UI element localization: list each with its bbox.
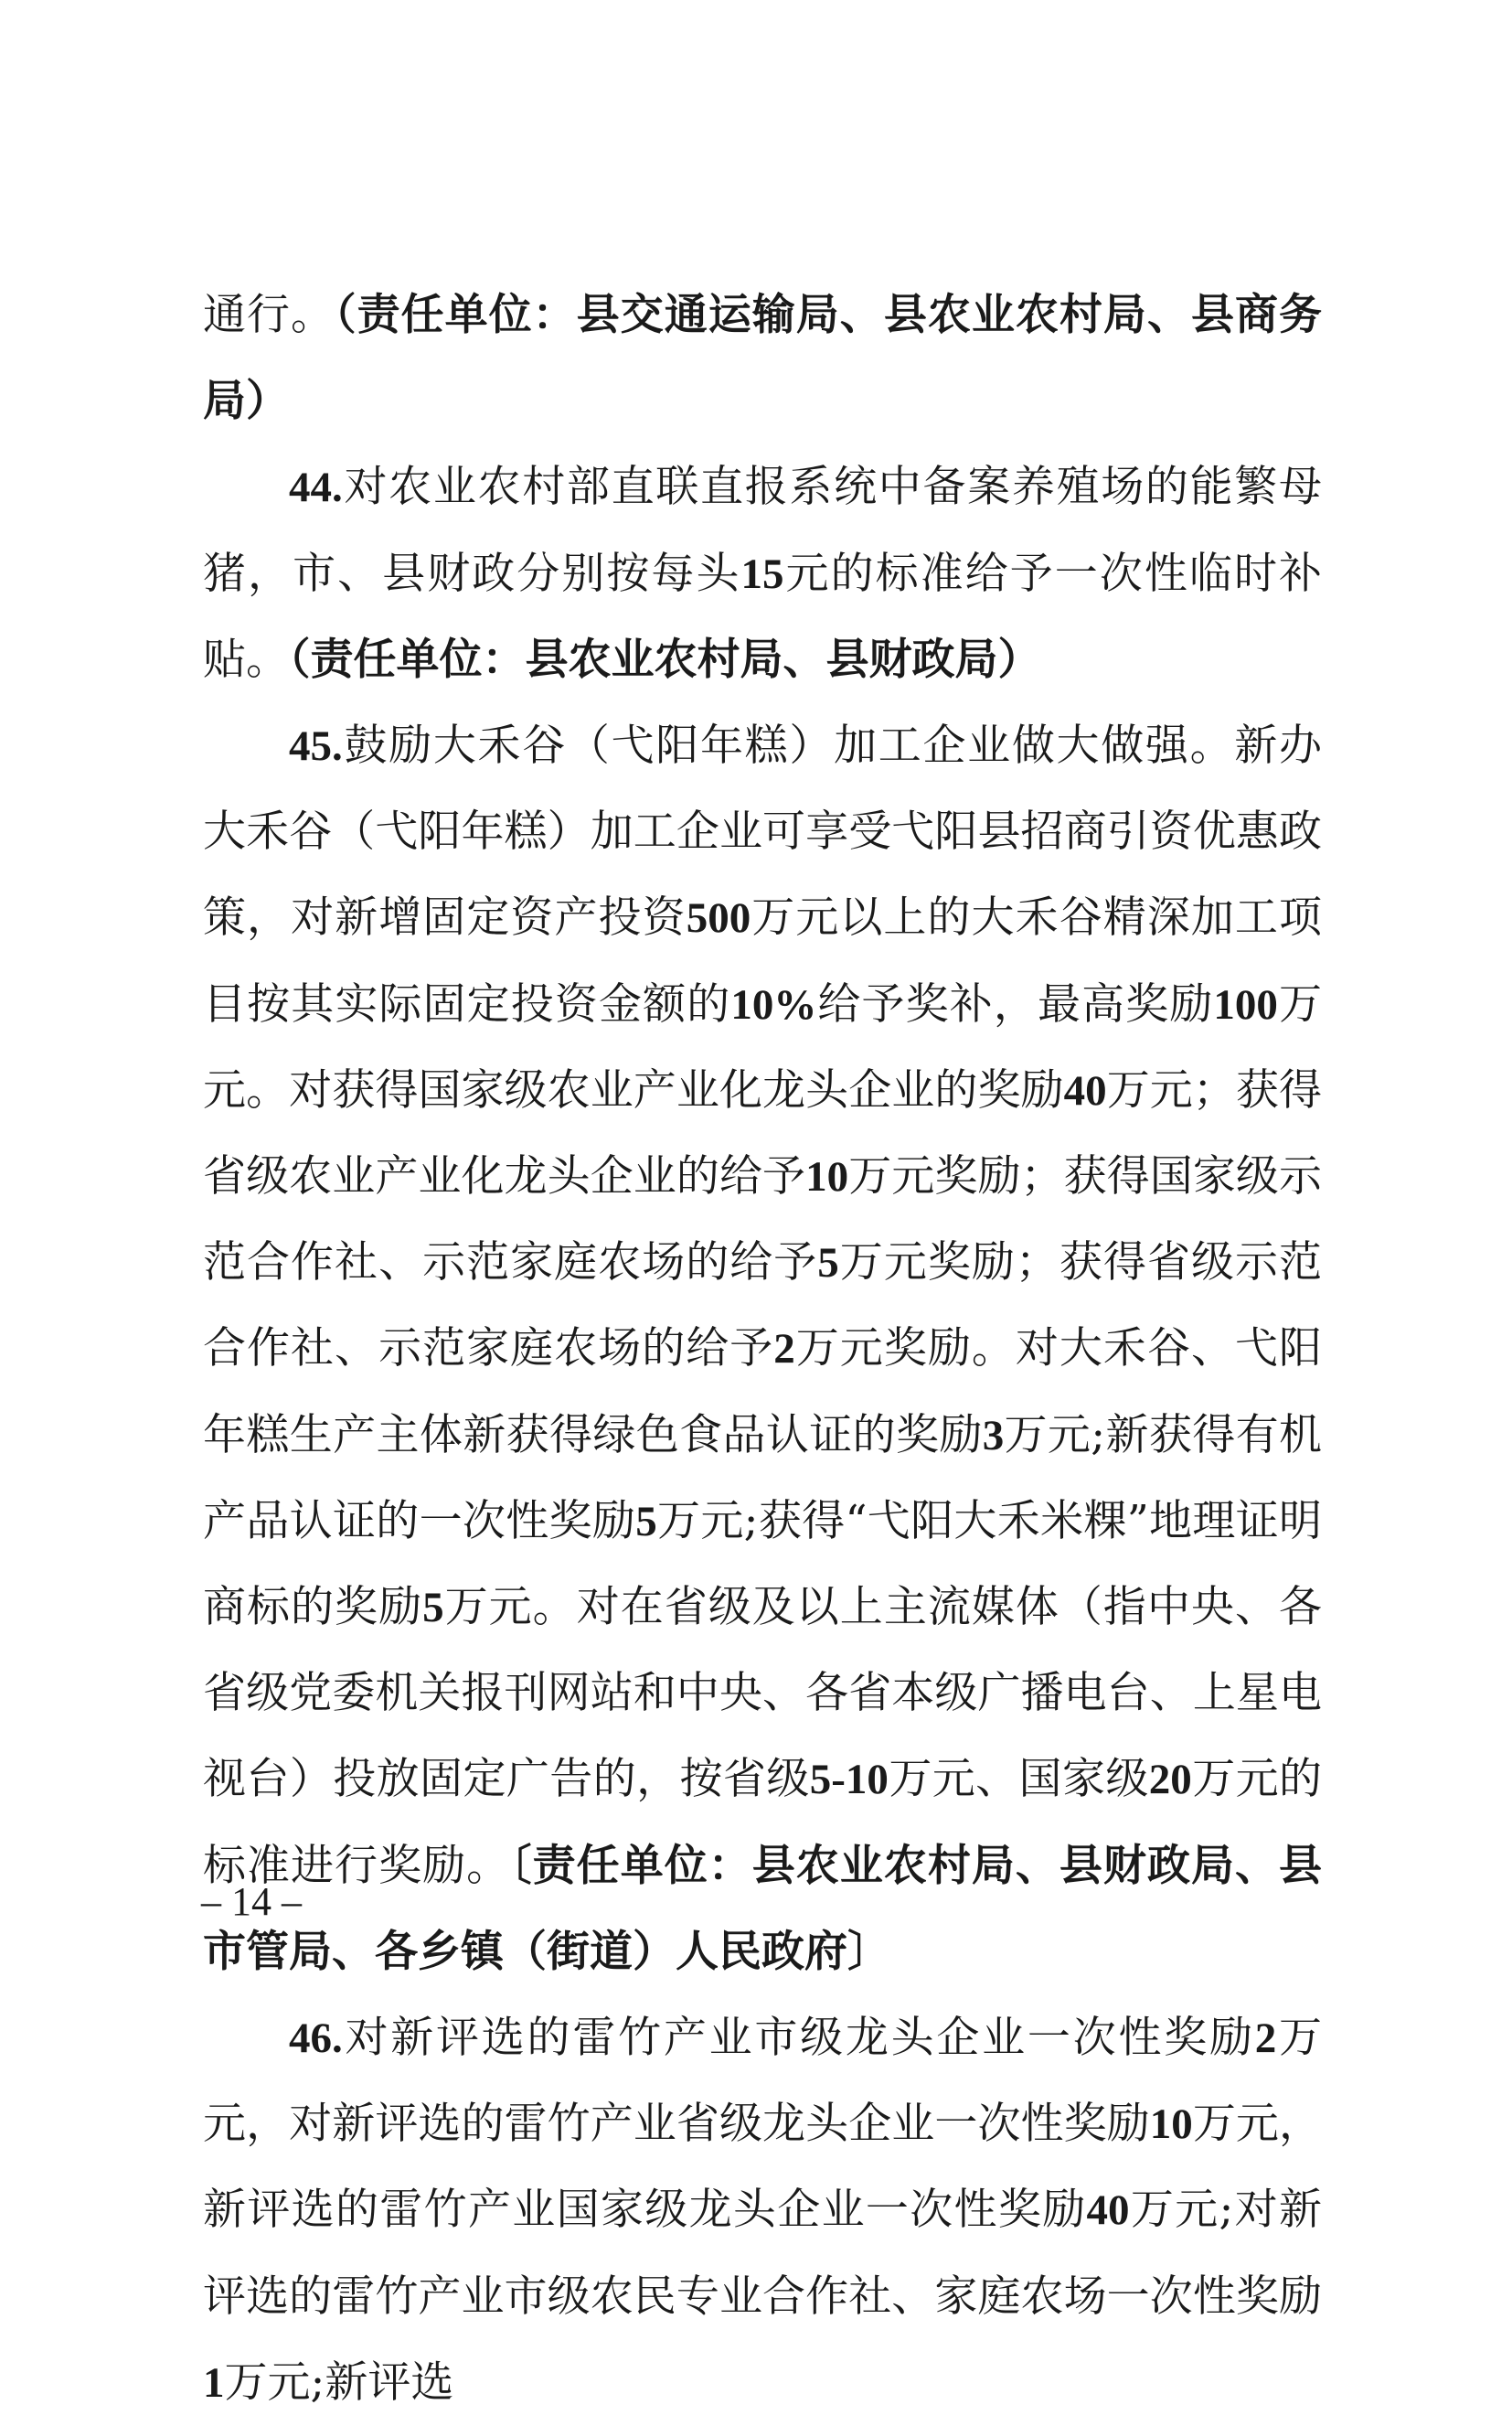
number-value: 500	[686, 894, 751, 943]
responsible-units: 〔责任单位：县农业农村局、县财政局、县市管局、各乡镇（街道）人民政府〕	[203, 1840, 1322, 1977]
number-value: 5	[422, 1584, 444, 1632]
text-segment: 万元。对获得国家级农业产业化龙头企业的奖励	[203, 978, 1323, 1116]
number-value: 5	[817, 1239, 839, 1288]
paragraph-44	[203, 444, 1322, 703]
paragraph-43-tail	[203, 273, 1322, 444]
text-segment: 万元，对新评选的雷竹产业省级龙头企业一次性奖励	[203, 2013, 1323, 2150]
text-segment: 万元。对在省级及以上主流媒体（指中央、各省级党委机关报刊网站和中央、各省本级广播电台、上星电视台）投放固定广告的，按省级	[203, 1582, 1323, 1805]
text-segment: 通行。	[203, 290, 335, 340]
item-number: 46.	[289, 2015, 343, 2063]
text-segment: 万元奖励；获得国家级示范合作社、示范家庭农场的给予	[203, 1151, 1323, 1288]
text-segment: 万元；获得省级农业产业化龙头企业的给予	[203, 1064, 1323, 1202]
number-value: 40	[1063, 1066, 1107, 1115]
text-segment: 元的标准给予一次性临时补贴。	[203, 548, 1322, 685]
number-value: 15	[740, 550, 784, 598]
text-segment: 万元;新获得有机产品认证的一次性奖励	[203, 1409, 1322, 1546]
number-value: 10	[1149, 2100, 1193, 2149]
document-body	[203, 273, 1322, 2426]
item-number: 44.	[289, 464, 343, 512]
text-segment: 鼓励大禾谷（弋阳年糕）加工企业做大做强。新办大禾谷（弋阳年糕）加工企业可享受弋阳县招商引资优惠政策，对新增固定资产投资	[203, 721, 1322, 944]
number-value: 10%	[730, 980, 817, 1029]
number-value: 2	[773, 1325, 795, 1373]
number-value: 100	[1213, 980, 1278, 1029]
responsible-units: （责任单位：县交通运输局、县农业农村局、县商务局）	[203, 290, 1323, 427]
responsible-units: （责任单位：县农业农村局、县财政局）	[289, 634, 1041, 685]
number-value: 3	[982, 1411, 1005, 1459]
number-value: 5	[635, 1497, 657, 1545]
text-segment: 万元以上的大禾谷精深加工项目按其实际固定投资金额的	[203, 892, 1322, 1030]
page-number: – 14 –	[201, 1879, 302, 1924]
text-segment: 对农业农村部直联直报系统中备案养殖场的能繁母猪，市、县财政分别按每头	[203, 462, 1322, 599]
text-segment: 万元的标准进行奖励。	[203, 1754, 1323, 1891]
number-value: 2	[1254, 2015, 1277, 2063]
text-segment: 对新评选的雷竹产业市级龙头企业一次性奖励	[342, 2013, 1255, 2064]
text-segment: 万元奖励。对大禾谷、弋阳年糕生产主体新获得绿色食品认证的奖励	[203, 1323, 1323, 1460]
text-segment: 万元;新评选	[224, 2357, 454, 2408]
text-segment: 万元奖励；获得省级示范合作社、示范家庭农场的给予	[203, 1237, 1323, 1374]
number-value: 10	[805, 1153, 849, 1202]
number-value: 40	[1086, 2186, 1130, 2235]
paragraph-45	[203, 703, 1322, 1995]
number-value: 20	[1148, 1756, 1192, 1804]
number-value: 1	[203, 2358, 225, 2407]
item-number: 45.	[289, 722, 343, 771]
text-segment: 万元，新评选的雷竹产业国家级龙头企业一次性奖励	[203, 2099, 1323, 2236]
paragraph-46	[203, 1995, 1322, 2426]
text-segment: 给予奖补，最高奖励	[816, 978, 1214, 1030]
number-value: 5-10	[809, 1756, 889, 1804]
text-segment: 万元;对新评选的雷竹产业市级农民专业合作社、家庭农场一次性奖励	[203, 2185, 1322, 2322]
text-segment: 万元;获得“弋阳大禾米粿”地理证明商标的奖励	[203, 1495, 1323, 1633]
text-segment: 万元、国家级	[888, 1754, 1149, 1805]
